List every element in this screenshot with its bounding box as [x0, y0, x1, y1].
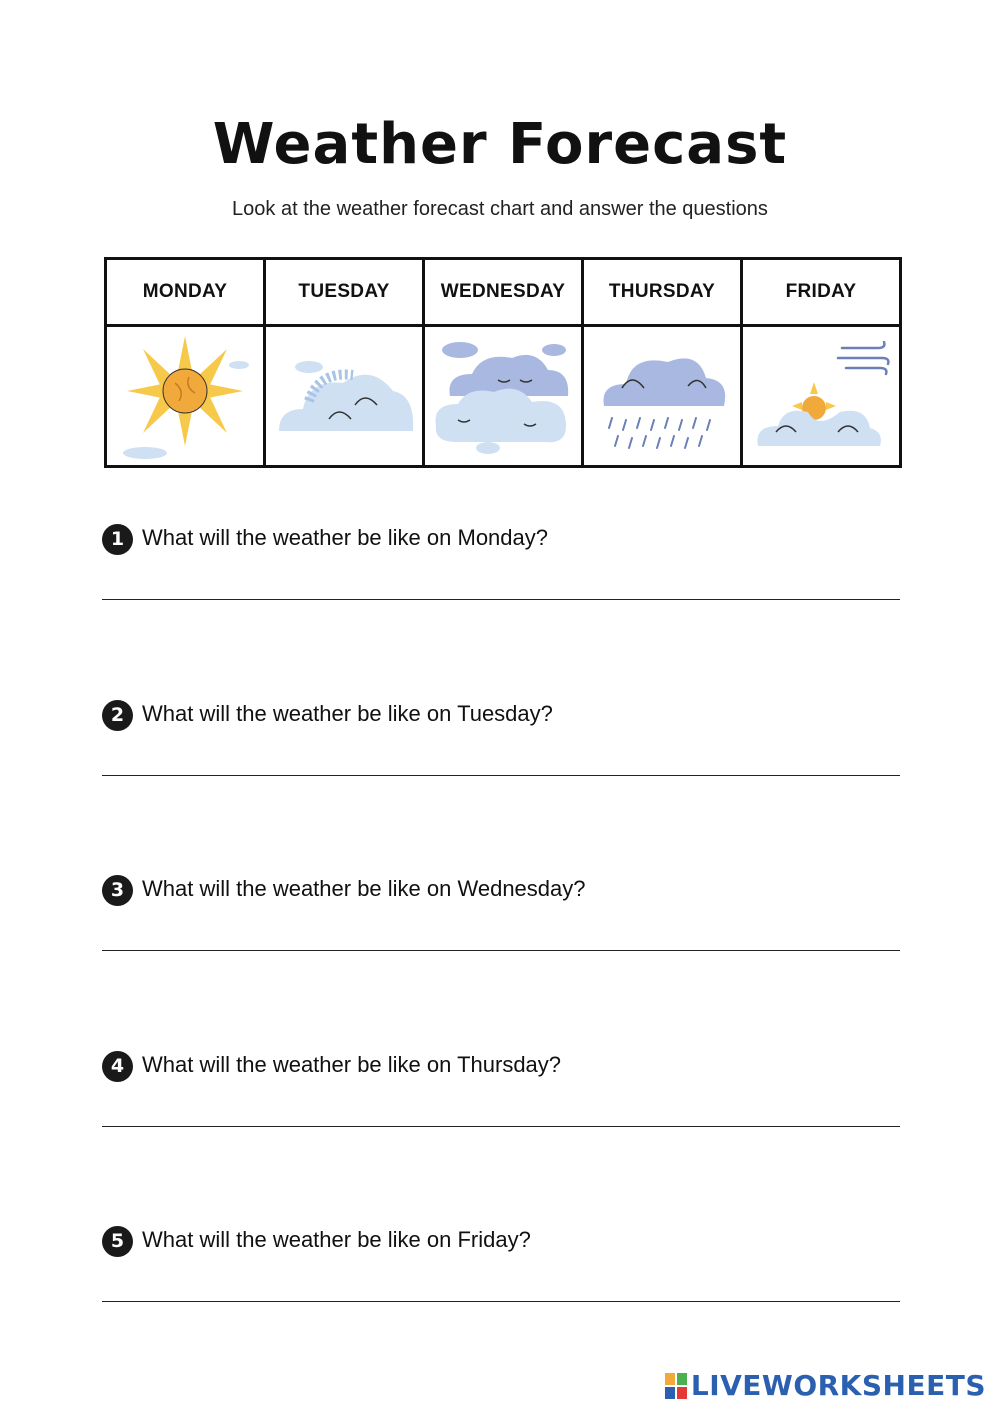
weather-cell-wednesday	[424, 326, 583, 467]
weather-cell-monday	[106, 326, 265, 467]
forecast-table	[104, 257, 902, 468]
question-number-badge: 1	[102, 524, 133, 555]
question-number-badge: 3	[102, 875, 133, 906]
weather-cell-tuesday	[265, 326, 424, 467]
question-text: What will the weather be like on Thursday?	[142, 1052, 562, 1077]
weather-cell-friday	[742, 326, 901, 467]
question-text: What will the weather be like on Tuesday?	[142, 701, 553, 726]
question-text: What will the weather be like on Monday?	[142, 525, 548, 550]
forecast-header-row	[106, 259, 901, 326]
overcast-icon	[428, 336, 578, 456]
question-text: What will the weather be like on Friday?	[142, 1227, 531, 1252]
day-header-friday: FRIDAY	[742, 259, 901, 326]
weather-cell-thursday	[583, 326, 742, 467]
liveworksheets-brand	[665, 1369, 986, 1402]
sunny-icon	[115, 331, 255, 461]
brand-wordmark: LIVEWORKSHEETS	[690, 1369, 986, 1402]
day-header-monday: MONDAY	[106, 259, 265, 326]
answer-line[interactable]	[102, 1126, 900, 1127]
liveworksheets-logo-icon	[665, 1373, 687, 1399]
day-header-wednesday: WEDNESDAY	[424, 259, 583, 326]
answer-line[interactable]	[102, 950, 900, 951]
page-title: Weather Forecast	[212, 112, 788, 177]
answer-line[interactable]	[102, 599, 900, 600]
day-header-tuesday: TUESDAY	[265, 259, 424, 326]
question-number-badge: 2	[102, 700, 133, 731]
answer-line[interactable]	[102, 1301, 900, 1302]
page-subtitle: Look at the weather forecast chart and answer the questions	[232, 198, 768, 220]
forecast-icon-row	[106, 326, 901, 467]
answer-line[interactable]	[102, 775, 900, 776]
question-text: What will the weather be like on Wednesday?	[142, 876, 586, 901]
question-number-badge: 5	[102, 1226, 133, 1257]
rain-icon	[592, 336, 732, 456]
cloudy-icon	[269, 341, 419, 451]
windy-sun-cloud-icon	[746, 336, 896, 456]
question-number-badge: 4	[102, 1051, 133, 1082]
day-header-thursday: THURSDAY	[583, 259, 742, 326]
